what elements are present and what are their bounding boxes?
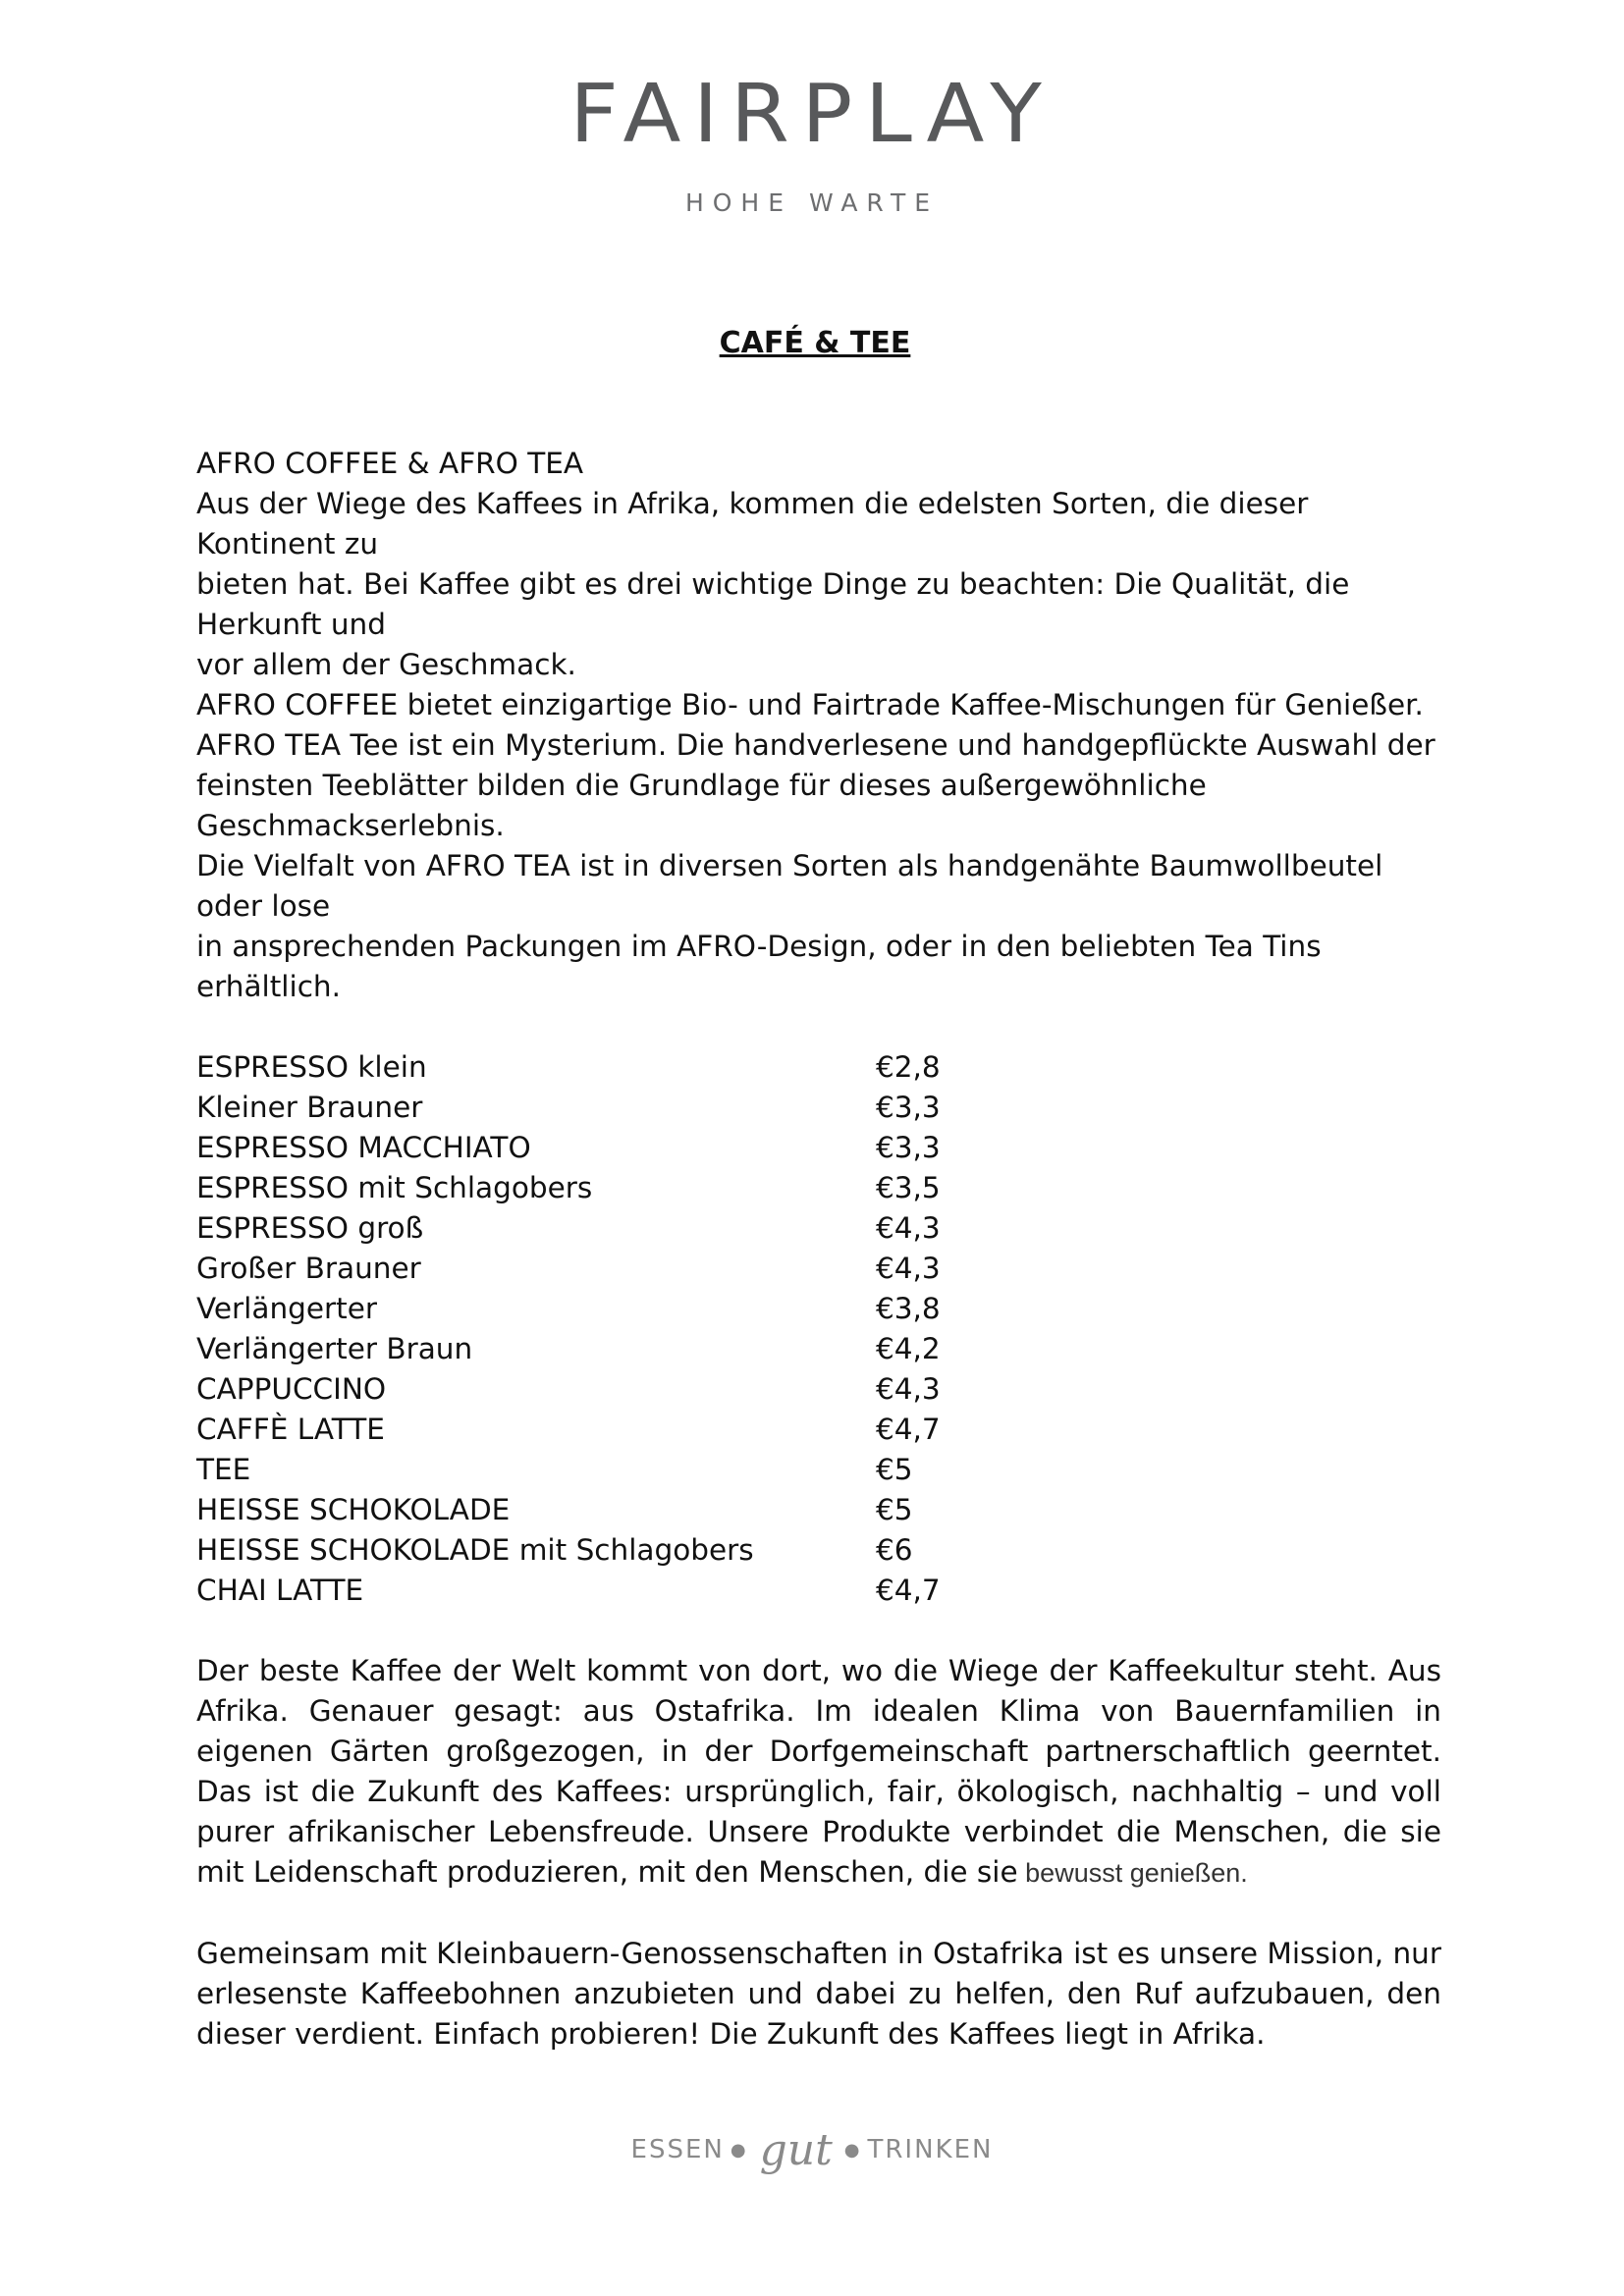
menu-item-name: ESPRESSO groß [196,1211,424,1245]
menu-item-name: CAFFÈ LATTE [196,1413,385,1446]
menu-item-name: ESPRESSO klein [196,1050,427,1084]
menu-item [196,1289,1441,1329]
logo-wordmark: FAIRPLAY [569,68,1055,161]
menu-item-price: €4,3 [876,1252,941,1285]
menu-item-price: €2,8 [876,1050,941,1084]
bullet-icon: ● [730,2140,748,2161]
menu-item-price: €5 [876,1453,913,1486]
menu-item-name: Kleiner Brauner [196,1091,423,1124]
menu-item-name: HEISSE SCHOKOLADE mit Schlagobers [196,1533,754,1567]
menu-item [196,1450,1441,1490]
logo [0,68,1624,217]
menu-item-name: ESPRESSO MACCHIATO [196,1131,531,1164]
menu-item [196,1369,1441,1410]
menu-item [196,1571,1441,1611]
intro-text [196,484,1441,1007]
footer-logo [0,2125,1624,2175]
paragraph-kaffeekultur [196,1651,1441,1894]
intro-line: Die Vielfalt von AFRO TEA ist in diversen Sorten als handgenähte Baumwollbeutel oder lose [196,849,1383,923]
menu-item-name: Verlängerter [196,1292,377,1325]
intro-line: feinsten Teeblätter bilden die Grundlage für dieses außergewöhnliche Geschmackserlebnis. [196,769,1207,842]
menu-item [196,1329,1441,1369]
paragraph-kaffeekultur-text: Der beste Kaffee der Welt kommt von dort, wo die Wiege der Kaffeekultur steht. Aus Afrika. Genauer gesagt: aus Ostafrika. Im idealen Klima von Bauernfamilien in eigenen Gärten großgezogen, in der Dorfgemeinschaft partnerschaftlich geerntet. Das ist die Zukunft des Kaffees: ursprünglich, fair, ökologisch, nachhaltig – und voll purer afrikanischer Lebensfreude. Unsere Produkte verbindet die Menschen, die sie mit Leidenschaft produzieren, mit den Menschen, die sie [196,1654,1441,1889]
spacer [196,1894,1441,1934]
menu-item-name: TEE [196,1453,251,1486]
intro-line: AFRO TEA Tee ist ein Mysterium. Die handverlesene und handgepflückte Auswahl der [196,728,1435,762]
intro-line: AFRO COFFEE bietet einzigartige Bio- und Fairtrade Kaffee-Mischungen für Genießer. [196,688,1424,721]
bullet-icon: ● [843,2140,862,2161]
intro-line: Aus der Wiege des Kaffees in Afrika, kommen die edelsten Sorten, die dieser Kontinent zu [196,487,1309,561]
menu-item-price: €4,3 [876,1372,941,1406]
page-title: CAFÉ & TEE [719,326,911,360]
intro-heading: AFRO COFFEE & AFRO TEA [196,447,584,480]
menu-item-name: ESPRESSO mit Schlagobers [196,1171,593,1204]
price-list [196,1047,1441,1611]
menu-item [196,1249,1441,1289]
menu-item-price: €3,3 [876,1091,941,1124]
logo-subtitle: HOHE WARTE [684,188,940,217]
menu-item-price: €3,5 [876,1171,941,1204]
menu-item-name: HEISSE SCHOKOLADE [196,1493,511,1526]
menu-item-price: €3,8 [876,1292,941,1325]
menu-item-name: Verlängerter Braun [196,1332,473,1365]
menu-item-name: Großer Brauner [196,1252,421,1285]
menu-item [196,1128,1441,1168]
menu-item [196,1410,1441,1450]
menu-item [196,1168,1441,1208]
intro-line: bieten hat. Bei Kaffee gibt es drei wichtige Dinge zu beachten: Die Qualität, die Herkunft und [196,567,1350,641]
menu-item-price: €4,7 [876,1413,941,1446]
menu-item-name: CAPPUCCINO [196,1372,387,1406]
paragraph-kaffeekultur-tail: bewusst genießen. [1017,1858,1248,1888]
menu-item [196,1208,1441,1249]
menu-item [196,1530,1441,1571]
menu-item-price: €4,7 [876,1574,941,1607]
menu-item-price: €6 [876,1533,913,1567]
menu-item-price: €4,2 [876,1332,941,1365]
menu-item-price: €5 [876,1493,913,1526]
footer-essen: ESSEN [630,2135,725,2164]
menu-item [196,1088,1441,1128]
footer-trinken: TRINKEN [867,2135,994,2164]
paragraph-mission: Gemeinsam mit Kleinbauern-Genossenschaften in Ostafrika ist es unsere Mission, nur erlesenste Kaffeebohnen anzubieten und dabei zu helfen, den Ruf aufzubauen, den dieser verdient. Einfach probieren! Die Zukunft des Kaffees liegt in Afrika. [196,1937,1442,2051]
menu-item-price: €4,3 [876,1211,941,1245]
menu-item-name: CHAI LATTE [196,1574,364,1607]
menu-item-price: €3,3 [876,1131,941,1164]
footer-gut: gut [759,2125,833,2175]
menu-item [196,1047,1441,1088]
menu-item [196,1490,1441,1530]
intro-line: vor allem der Geschmack. [196,648,576,681]
document-body [196,444,1441,2055]
intro-line: in ansprechenden Packungen im AFRO-Design, oder in den beliebten Tea Tins erhältlich. [196,930,1322,1003]
